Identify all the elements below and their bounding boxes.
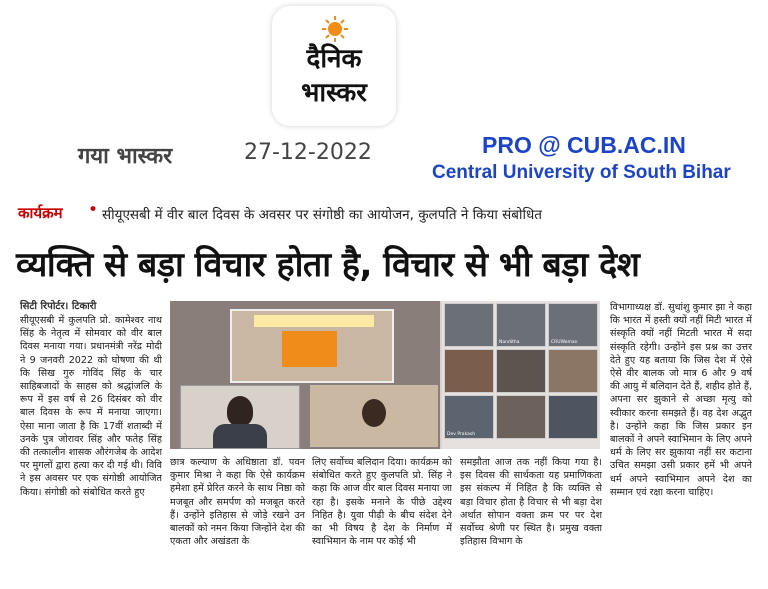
- edition-name: गया भास्कर: [78, 144, 173, 169]
- byline: सिटी रिपोर्टर। टिकारी: [20, 301, 97, 312]
- kicker-text: सीयूएसबी में वीर बाल दिवस के अवसर पर संगोष्ठी का आयोजन, कुलपति ने किया संबोधित: [102, 207, 542, 223]
- article-column-3: लिए सर्वोच्च बलिदान दिया। कार्यक्रम को संबोधित करते हुए कुलपति प्रो. सिंह ने कहा कि आज वीर बाल दिवस मनाया जा रहा है। इसके मनाने के पीछे उद्देश्य निहित है। युवा पीढ़ी के बीच संदेश देने का भी विषय है देश के निर्माण में स्वाभिमान के नाम पर कोई भी: [312, 457, 452, 548]
- participant-grid: [442, 301, 600, 449]
- participant-tile: [444, 349, 494, 393]
- dainik-bhaskar-logo: [272, 6, 396, 126]
- participant-tile: Dev Prakash: [444, 395, 494, 439]
- participant-tile: Nanditha: [496, 303, 546, 347]
- article-column-5: विभागाध्यक्ष डॉ. सुधांशु कुमार झा ने कहा कि भारत में हस्ती क्यों नहीं मिटी भारत में संस्कृति क्यों नहीं मिटती भारत में सदा संस्कृति रहेगी। उन्होंने इस प्रश्न का उत्तर देते हुए यह बताया कि जिस देश में ऐसे ऐसे वीर बालक जो मात्र 6 और 9 वर्ष की आयु में बलिदान देते हैं, शहीद होते हैं, अपना सर झुकाने से अच्छा मृत्यु को स्वीकार करना समझते हैं। वह देश अद्भुत है। उन्होंने कहा कि जिस प्रकार इन बालकों ने अपने स्वाभिमान के लिए अपने धर्म के लिए सर झुकाया नहीं सर कटाना उचित समझा उसी प्रकार हमें भी अपने धर्म अपने स्वाभिमान अपने देश का सम्मान एवं रक्षा करना चाहिए।: [610, 302, 752, 498]
- main-screen: [170, 301, 440, 449]
- speaker-body: [213, 424, 267, 448]
- participant-tile: CRUWoman: [548, 303, 598, 347]
- participant-tile: [496, 349, 546, 393]
- participant-tile: [444, 303, 494, 347]
- video-conference-photo: [170, 301, 600, 449]
- event-slide: [230, 309, 394, 383]
- headline: व्यक्ति से बड़ा विचार होता है, विचार से भी बड़ा देश: [16, 245, 640, 285]
- participant-tile: [548, 349, 598, 393]
- pro-email: PRO @ CUB.AC.IN: [482, 132, 686, 158]
- participant-tile: [496, 395, 546, 439]
- article-column-4: समझौता आज तक नहीं किया गया है। इस दिवस की सार्थकता यह प्रमाणिकता इस संकल्प में निहित है कि व्यक्ति से बड़ा विचार होता है विचार से भी बड़ा देश अर्थात सोपान वक्ता क्रम पर पर देश सर्वोच्च श्रेणी पर स्थित है। प्रमुख वक्ता इतिहास विभाग के: [460, 457, 602, 548]
- kicker-bullet: •: [88, 200, 99, 220]
- logo-line1: दैनिक: [306, 44, 362, 74]
- vice-chancellor-video: [310, 385, 438, 447]
- section-label: कार्यक्रम: [18, 204, 63, 222]
- publication-date: 27-12-2022: [244, 140, 372, 165]
- vc-head: [362, 399, 386, 427]
- speaker-video: [180, 385, 300, 449]
- slide-banner: [282, 331, 337, 367]
- university-name: Central University of South Bihar: [432, 162, 731, 183]
- participant-tile: [548, 395, 598, 439]
- article-column-2: छात्र कल्याण के अधिष्ठाता डॉ. पवन कुमार मिश्रा ने कहा कि ऐसे कार्यक्रम हमेशा हमें प्रेरित करने के साथ निष्ठा को मजबूत और समर्पण को मजबूत करते हैं। उन्होंने इतिहास से जोड़े रखने उन बालकों को नमन किया जिन्होंने देश की एकता और अखंडता के: [170, 457, 305, 548]
- article-column-1: सीयूएसबी में कुलपति प्रो. कामेश्वर नाथ सिंह के नेतृत्व में सोमवार को वीर बाल दिवस मनाया गया। प्रधानमंत्री नरेंद्र मोदी ने 9 जनवरी 2022 को घोषणा की थी कि सिख गुरु गोविंद सिंह के चार साहिबजादों के साहस को श्रद्धांजलि के रूप में इस वर्ष से 26 दिसंबर को वीर बाल दिवस के रूप में मनाया जाएगा। ऐसा माना जाता है कि 17वीं शताब्दी में उनके पुत्र जोरावर सिंह और फतेह सिंह की तत्कालीन शासक औरंगजेब के आदेश पर मुगलों द्वारा हत्या कर दी गई थी। विवि ने इस अवसर पर एक संगोष्ठी आयोजित किया। संगोष्ठी को संबोधित करते हुए: [20, 315, 162, 498]
- logo-line2: भास्कर: [301, 78, 367, 108]
- sun-icon: [322, 16, 348, 42]
- slide-title-strip: [254, 315, 374, 327]
- speaker-head: [227, 396, 253, 426]
